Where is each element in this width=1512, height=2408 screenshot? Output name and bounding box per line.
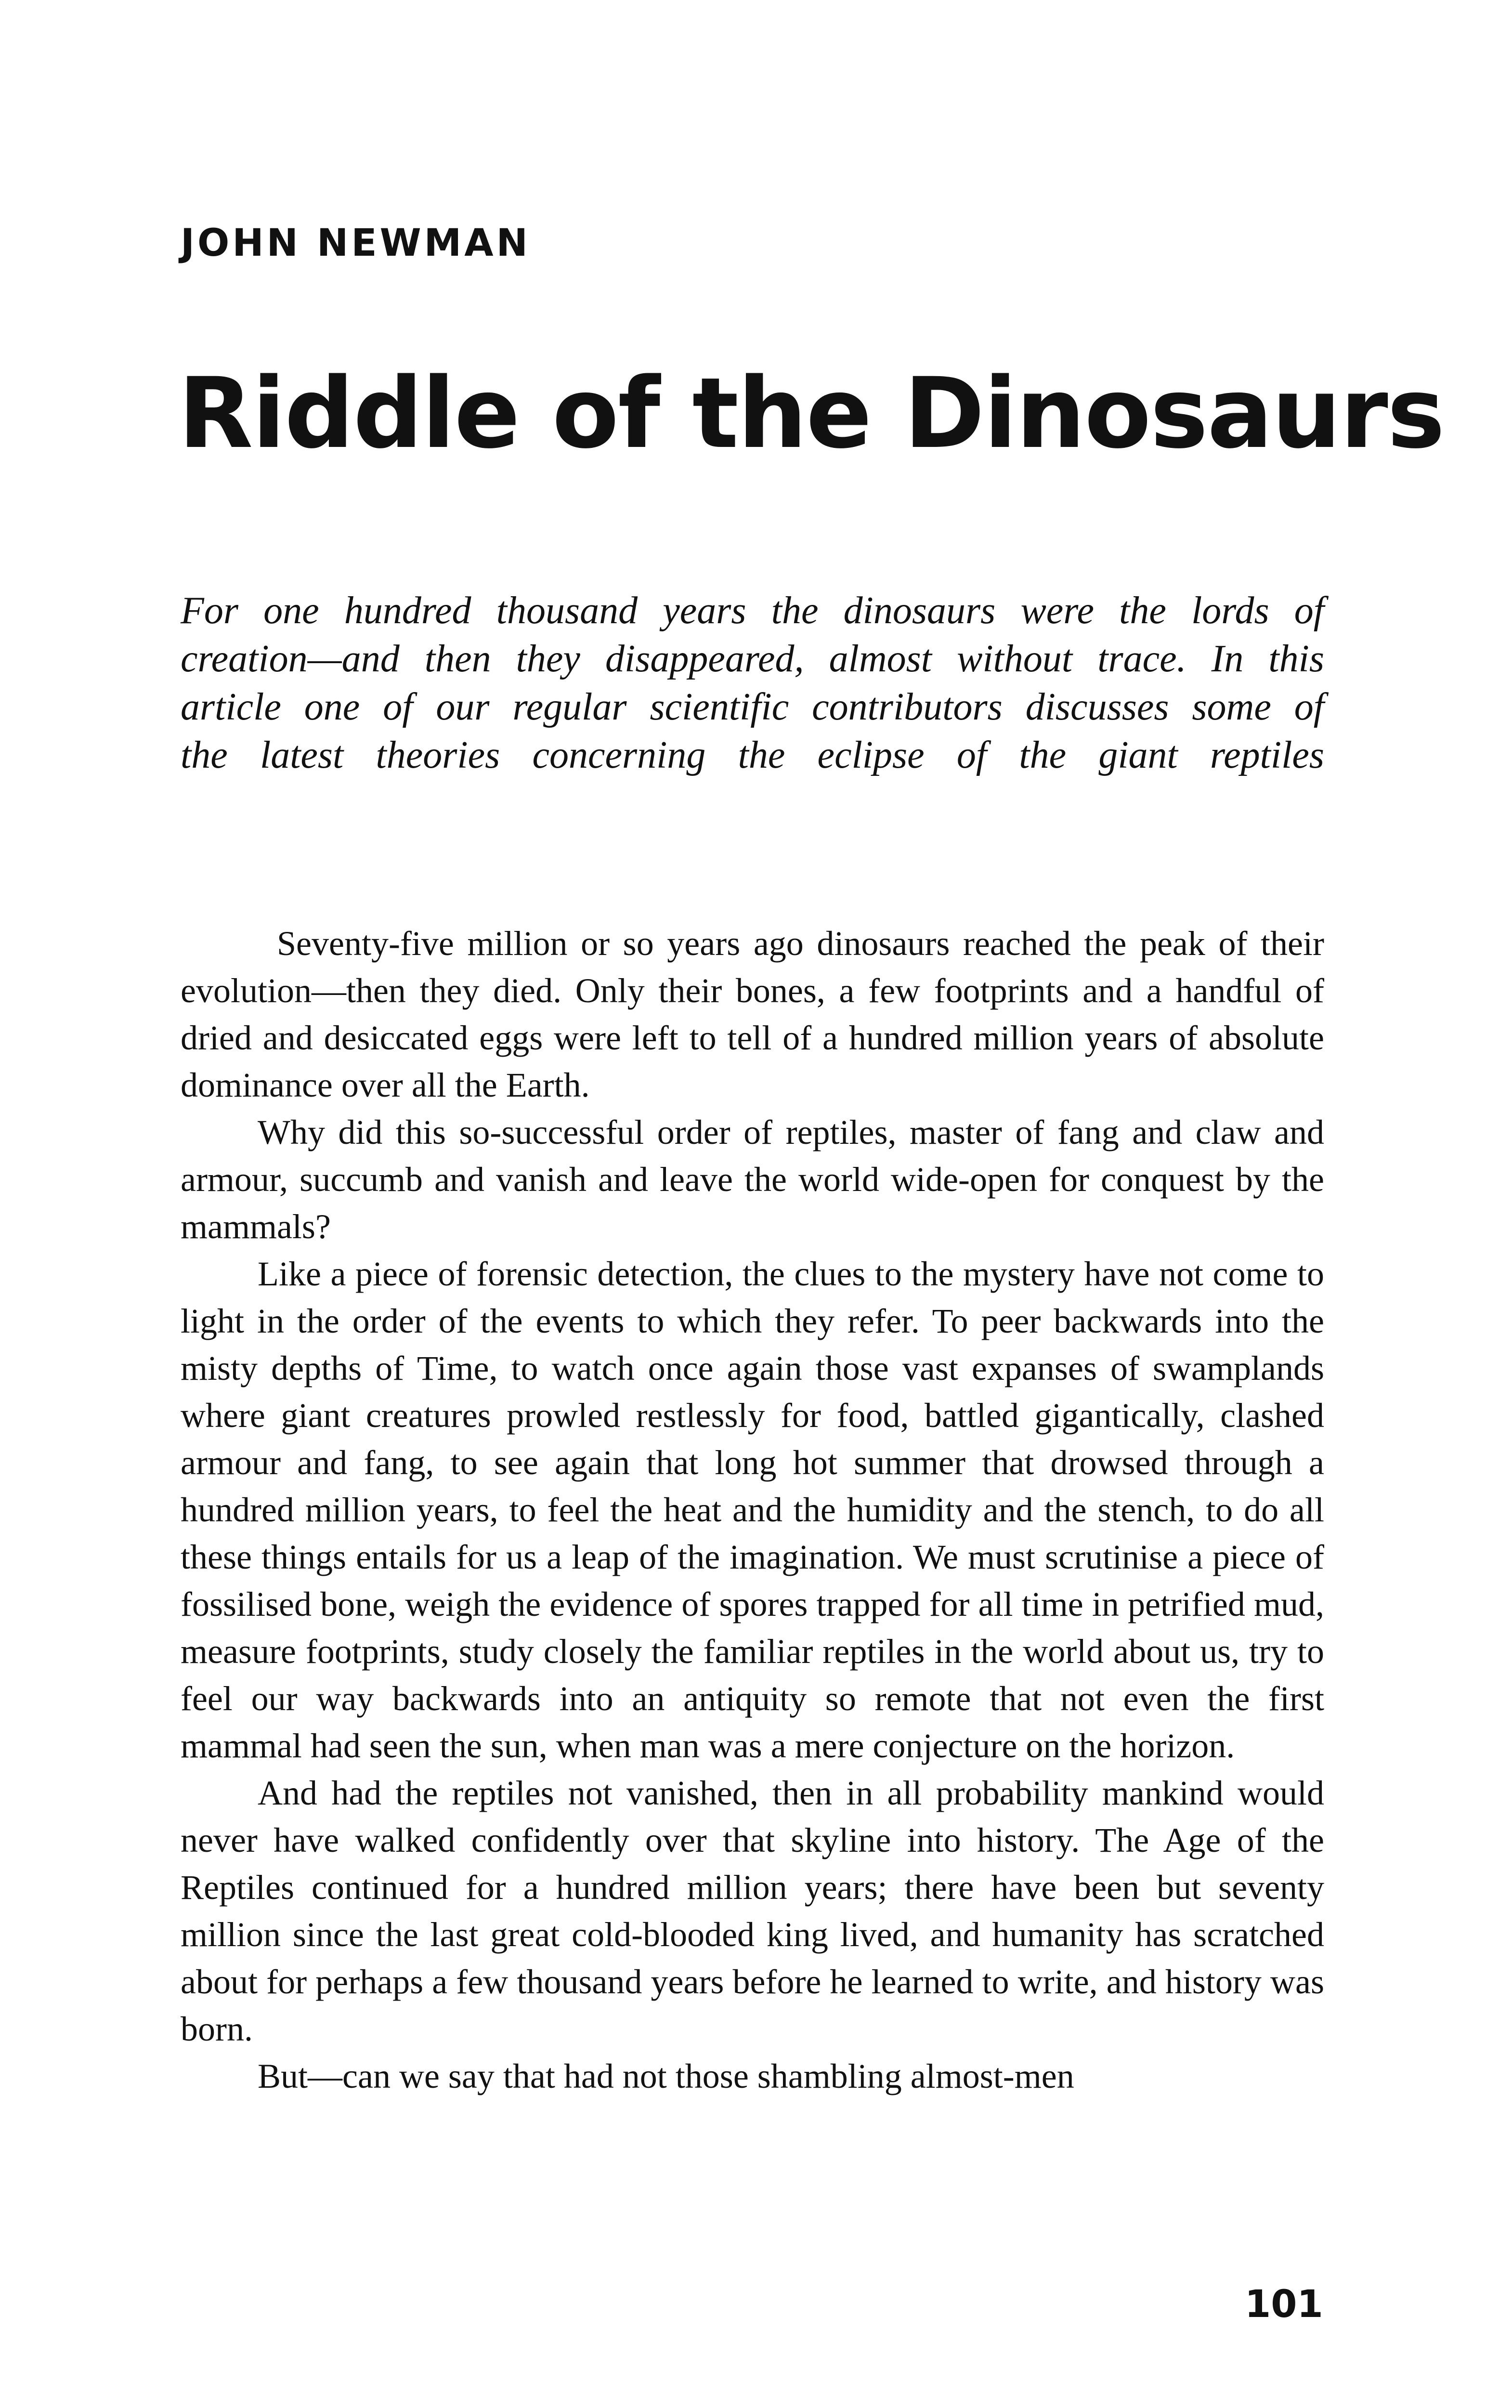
standfirst-line: creation—and then they disappeared, almost without trace. In this (181, 638, 1324, 680)
body-paragraph: Seventy-five million or so years ago dinosaurs reached the peak of their evolution—then they died. Only their bones, a few footprints and a handful of dried and desiccated eggs were left to tell of a hundred million years of absolute dominance over all the Earth. (181, 924, 1324, 1104)
article-title: Riddle of the Dinosaurs (178, 356, 1444, 470)
standfirst-line: article one of our regular scientific contributors discusses some of (181, 686, 1324, 728)
body-paragraph: But—can we say that had not those shambling almost-men (258, 2057, 1074, 2095)
article-body (181, 920, 1324, 2100)
body-paragraph: Why did this so-successful order of reptiles, master of fang and claw and armour, succumb and vanish and leave the world wide-open for conquest by the mammals? (181, 1113, 1324, 1246)
body-paragraph: And had the reptiles not vanished, then in all probability mankind would never have walked confidently over that skyline into history. The Age of the Reptiles continued for a hundred million years; there have been but seventy million since the last great cold-blooded king lived, and humanity has scratched about for perhaps a few thousand years before he learned to write, and history was born. (181, 1774, 1324, 2048)
author-name: JOHN NEWMAN (181, 222, 531, 265)
standfirst-line: the latest theories concerning the eclipse of the giant reptiles (181, 734, 1324, 776)
page-number: 101 (1245, 2283, 1323, 2326)
standfirst-line: For one hundred thousand years the dinosaurs were the lords of (181, 589, 1324, 632)
standfirst (181, 587, 1324, 779)
body-paragraph: Like a piece of forensic detection, the clues to the mystery have not come to light in the order of the events to which they refer. To peer backwards into the misty depths of Time, to watch once again those vast expanses of swamplands where giant creatures prowled restlessly for food, battled gigantically, clashed armour and fang, to see again that long hot summer that drowsed through a hundred million years, to feel the heat and the humidity and the stench, to do all these things entails for us a leap of the imagination. We must scrutinise a piece of fossilised bone, weigh the evidence of spores trapped for all time in petrified mud, measure footprints, study closely the familiar reptiles in the world about us, try to feel our way backwards into an antiquity so remote that not even the first mammal had seen the sun, when man was a mere conjecture on the horizon. (181, 1255, 1324, 1765)
